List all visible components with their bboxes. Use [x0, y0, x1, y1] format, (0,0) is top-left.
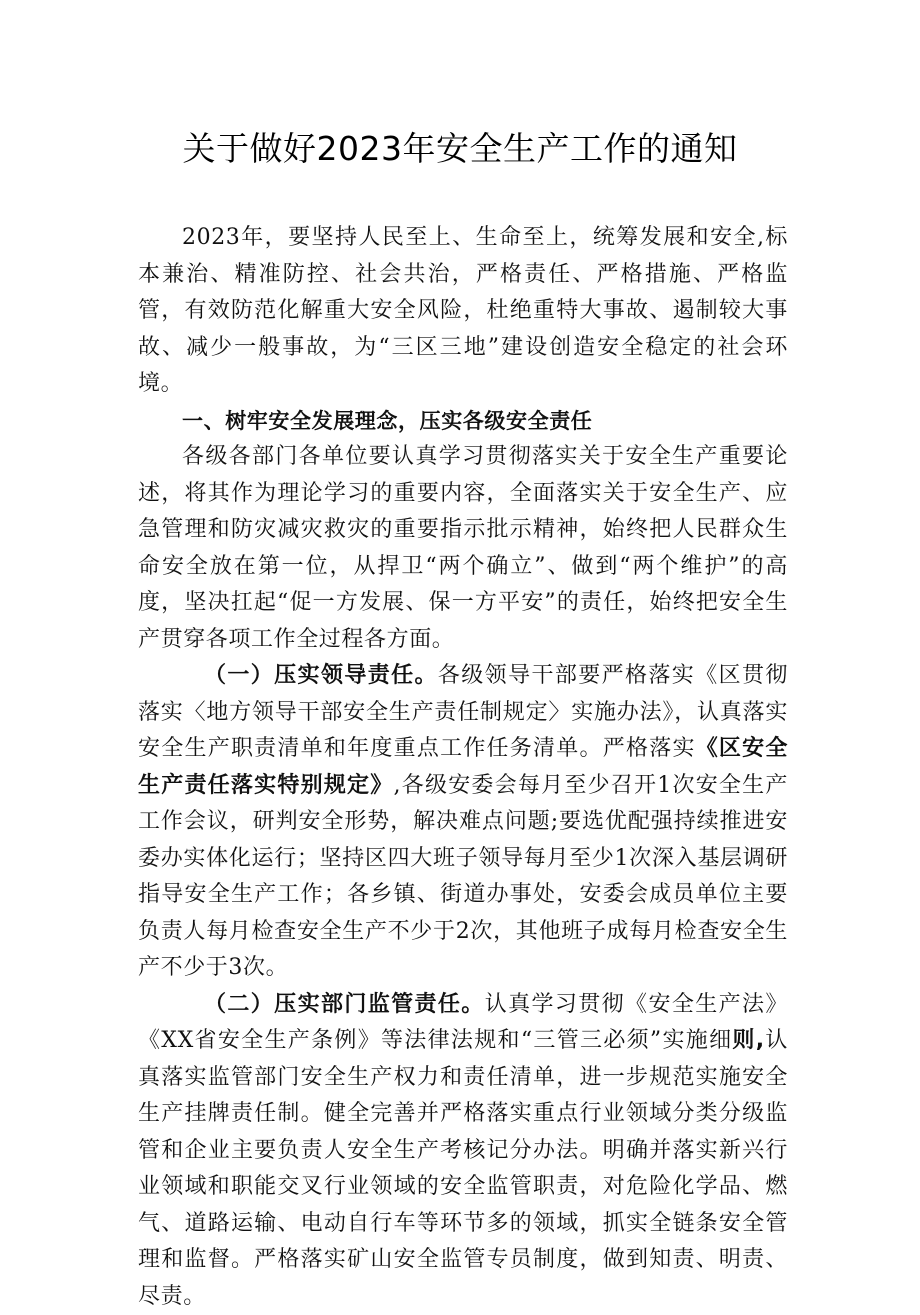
item-1-text-b: ,各级安委会每月至少召开1次安全生产工作会议，研判安全形势，解决难点问题;要选优配强持续推进安委办实体化运行；坚持区四大班子领导每月至少1次深入基层调研指导安全生产工作；各乡镇、街道办事处，安委会成员单位主要负责人每月检查安全生产不少于2次，其他班子成每月检查安全生产不少于3次。	[138, 773, 788, 981]
item-1-lead: （一）压实领导责任。	[204, 663, 438, 688]
document-body	[138, 220, 788, 1315]
item-2-emphasis: 则,	[732, 1028, 764, 1053]
section-1-paragraph: 各级各部门各单位要认真学习贯彻落实关于安全生产重要论述，将其作为理论学习的重要内容，全面落实关于安全生产、应急管理和防灾减灾救灾的重要指示批示精神，始终把人民群众生命安全放在第一位，从捍卫“两个确立”、做到“两个维护”的高度，坚决扛起“促一方发展、保一方平安”的责任，始终把安全生产贯穿各项工作全过程各方面。	[138, 439, 788, 658]
item-2-paragraph	[138, 987, 788, 1315]
item-2-lead: （二）压实部门监管责任。	[204, 992, 485, 1017]
item-1-emphasis: 《区安全生产责任落实特别规定》	[138, 736, 788, 798]
item-1-paragraph	[138, 658, 788, 987]
section-1-heading: 一、树牢安全发展理念，压实各级安全责任	[138, 403, 788, 440]
intro-paragraph: 2023年，要坚持人民至上、生命至上，统筹发展和安全,标本兼治、精准防控、社会共治，严格责任、严格措施、严格监管，有效防范化解重大安全风险，杜绝重特大事故、遏制较大事故、减少一般事故，为“三区三地”建设创造安全稳定的社会环境。	[138, 220, 788, 403]
item-2-text-b: 认真落实监管部门安全生产权力和责任清单，进一步规范实施安全生产挂牌责任制。健全完善并严格落实重点行业领域分类分级监管和企业主要负责人安全生产考核记分办法。明确并落实新兴行业领域和职能交叉行业领域的安全监管职责，对危险化学品、燃气、道路运输、电动自行车等环节多的领域，抓实全链条安全管理和监督。严格落实矿山安全监管专员制度，做到知责、明责、尽责。	[138, 1028, 788, 1309]
document-title: 关于做好2023年安全生产工作的通知	[0, 124, 920, 174]
item-1-text-a: 各级领导干部要严格落实《区贯彻落实〈地方领导干部安全生产责任制规定〉实施办法》，认真落实安全生产职责清单和年度重点工作任务清单。严格落实	[138, 663, 788, 761]
item-2-text-a: 认真学习贯彻《安全生产法》《XX省安全生产条例》等法律法规和“三管三必须”实施细	[138, 992, 788, 1054]
